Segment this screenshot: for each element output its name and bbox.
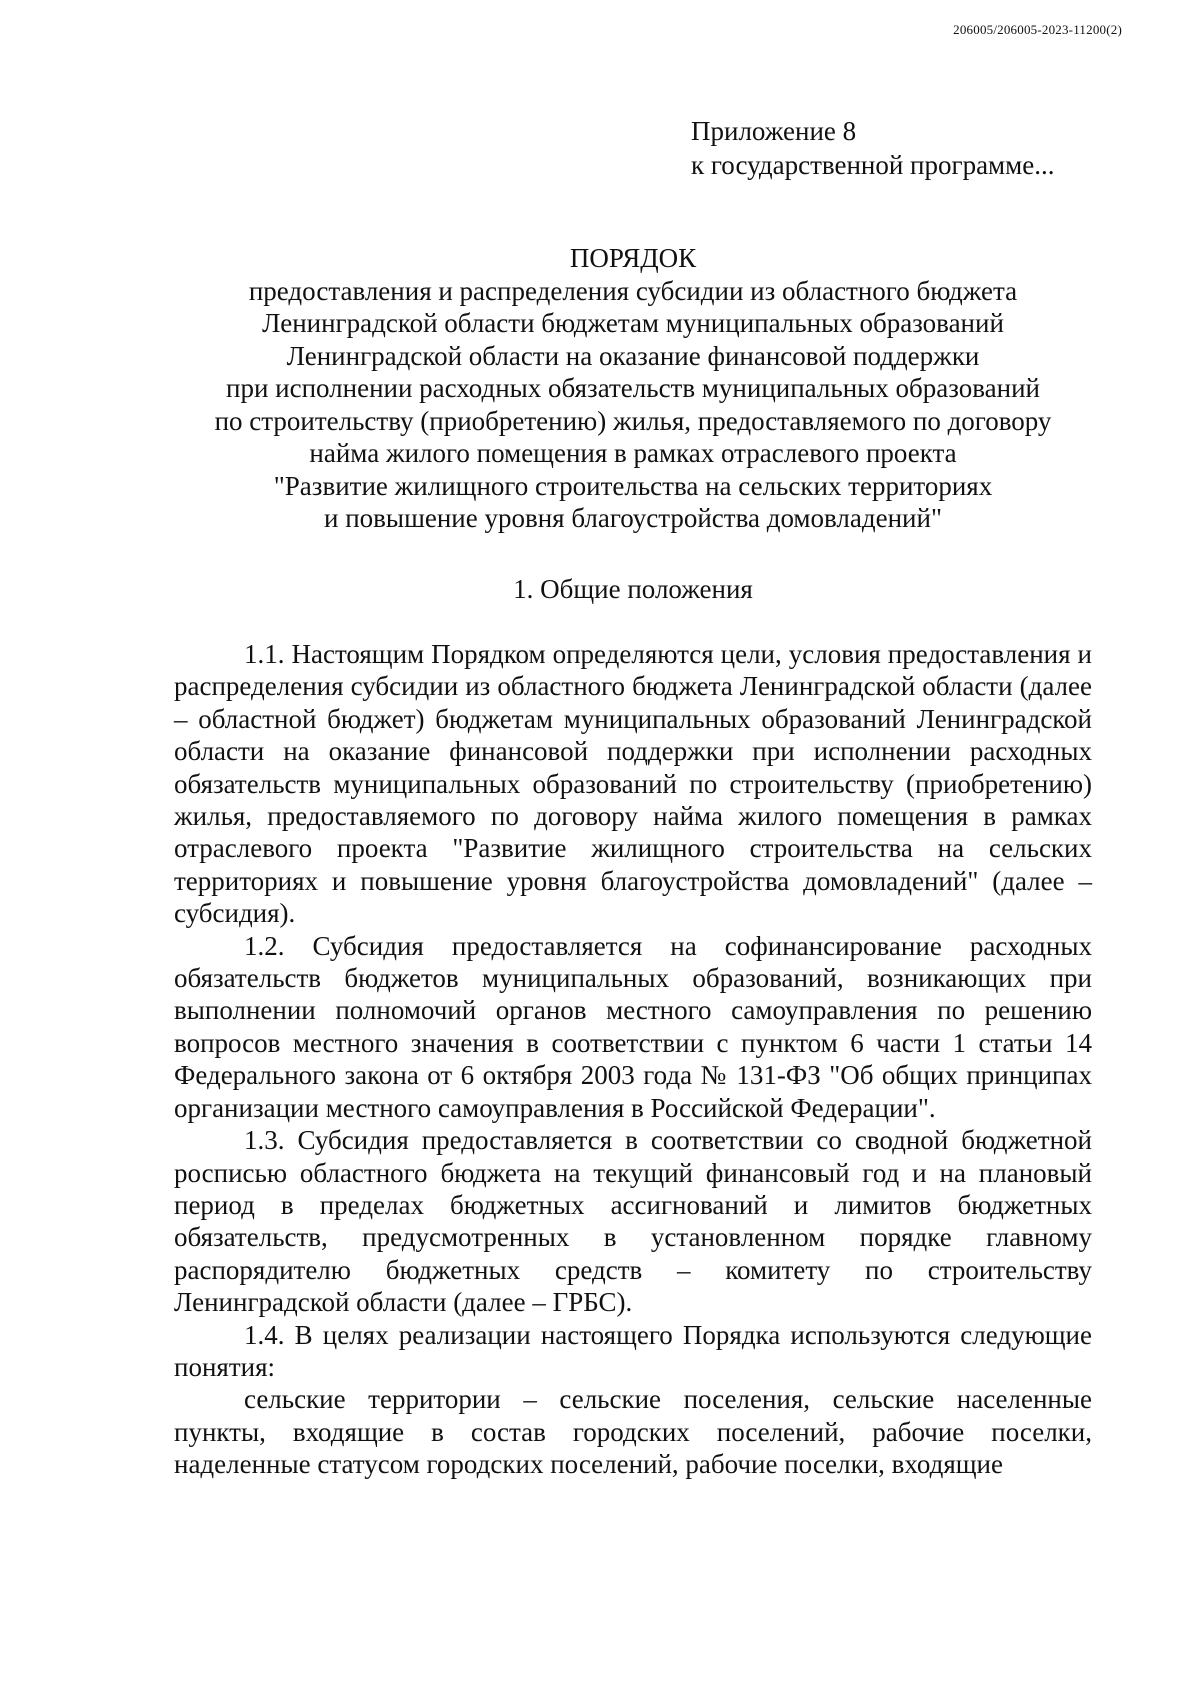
- title-line: предоставления и распределения субсидии из областного бюджета: [248, 275, 1018, 306]
- paragraph-1-1: 1.1. Настоящим Порядком определяются цели, условия предоставления и распределения субсидии из областного бюджета Ленинградской области (далее – областной бюджет) бюджетам муниципальных образований Ленинградской области на оказание финансовой поддержки при исполнении расходных обязательств муниципальных образований по строительству (приобретению) жилья, предоставляемого по договору найма жилого помещения в рамках отраслевого проекта "Развитие жилищного строительства на сельских территориях и повышение уровня благоустройства домовладений" (далее – субсидия).: [174, 639, 1092, 929]
- paragraph-definition: сельские территории – сельские поселения, сельские населенные пункты, входящие в состав городских поселений, рабочие поселки, наделенные статусом городских поселений, рабочие поселки, входящие: [174, 1384, 1092, 1480]
- document-id: 206005/206005-2023-11200(2): [953, 22, 1122, 37]
- title-line: Ленинградской области на оказание финансовой поддержки: [286, 340, 980, 371]
- document-body: [174, 638, 1092, 1481]
- paragraph-1-4: 1.4. В целях реализации настоящего Порядка используются следующие понятия:: [174, 1319, 1092, 1382]
- title-line: при исполнении расходных обязательств муниципальных образований: [226, 373, 1040, 403]
- paragraph-1-3: 1.3. Субсидия предоставляется в соответствии со сводной бюджетной росписью областного бюджета на текущий финансовый год и на плановый период в пределах бюджетных ассигнований и лимитов бюджетных обязательств, предусмотренных в установленном порядке главному распорядителю бюджетных средств – комитету по строительству Ленинградской области (далее – ГРБС).: [174, 1125, 1092, 1318]
- appendix-line-1: Приложение 8: [691, 116, 857, 146]
- title-main: ПОРЯДОК: [569, 243, 697, 273]
- appendix-note: [691, 114, 1054, 182]
- title-line: найма жилого помещения в рамках отраслевого проекта: [309, 438, 957, 468]
- title-line: "Развитие жилищного строительства на сельских территориях: [273, 470, 993, 501]
- title-line: по строительству (приобретению) жилья, предоставляемого по договору: [214, 405, 1052, 436]
- document-title: [150, 242, 1116, 535]
- section-heading: 1. Общие положения: [513, 574, 753, 604]
- title-line: и повышение уровня благоустройства домовладений": [324, 503, 942, 533]
- title-line: Ленинградской области бюджетам муниципальных образований: [262, 308, 1004, 338]
- paragraph-1-2: 1.2. Субсидия предоставляется на софинансирование расходных обязательств бюджетов муниципальных образований, возникающих при выполнении полномочий органов местного самоуправления по решению вопросов местного значения в соответствии с пунктом 6 части 1 статьи 14 Федерального закона от 6 октября 2003 года № 131-ФЗ "Об общих принципах организации местного самоуправления в Российской Федерации".: [174, 930, 1092, 1123]
- appendix-line-2: к государственной программе...: [691, 150, 1055, 180]
